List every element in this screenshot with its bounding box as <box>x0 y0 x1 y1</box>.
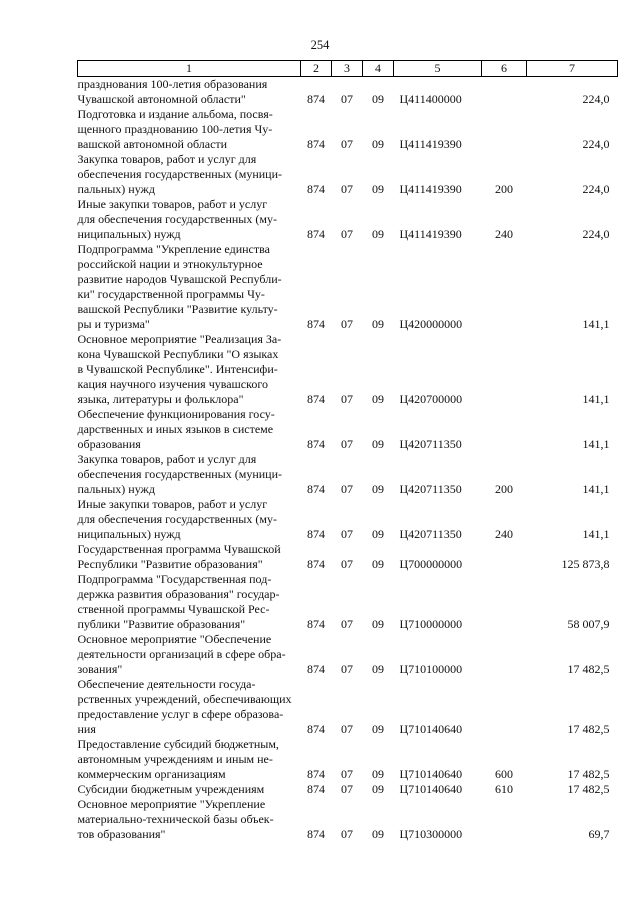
row-expense-type <box>482 677 527 737</box>
row-section: 07 <box>341 662 353 676</box>
row-subsection: 09 <box>372 617 384 631</box>
row-amount: 17 482,5 <box>567 767 610 781</box>
row-subsection: 09 <box>372 137 384 151</box>
table-row <box>78 332 618 407</box>
row-name-line: образования <box>77 437 141 451</box>
header-col-5: 5 <box>394 61 482 77</box>
row-name <box>78 107 301 152</box>
table-row <box>78 407 618 452</box>
row-amount: 224,0 <box>582 92 610 106</box>
table-row <box>78 107 618 152</box>
row-name-line: ры и туризма" <box>77 317 150 331</box>
row-name <box>78 737 301 782</box>
row-name-line: Основное мероприятие "Реализация За- <box>77 332 282 346</box>
header-col-2: 2 <box>301 61 332 77</box>
row-name <box>78 782 301 797</box>
row-section: 07 <box>341 437 353 451</box>
row-subsection: 09 <box>372 182 384 196</box>
row-name <box>78 797 301 842</box>
table-row <box>78 152 618 197</box>
row-name-line: автономным учреждениям и иным не- <box>77 752 273 766</box>
row-target-article: Ц411419390 <box>399 137 462 151</box>
row-subsection: 09 <box>372 317 384 331</box>
row-amount: 141,1 <box>582 482 610 496</box>
row-name <box>78 197 301 242</box>
row-name-line: ки" государственной программы Чу- <box>77 287 265 301</box>
row-target-article: Ц710100000 <box>399 662 463 676</box>
row-subsection: 09 <box>372 827 384 841</box>
row-section: 07 <box>341 782 353 796</box>
row-expense-type <box>482 797 527 842</box>
row-name-line: для обеспечения государственных (му- <box>77 512 277 526</box>
row-admin-code: 874 <box>307 662 325 676</box>
row-section: 07 <box>341 227 353 241</box>
table-row <box>78 737 618 782</box>
row-expense-type <box>482 572 527 632</box>
row-section: 07 <box>341 617 353 631</box>
row-name-line: Предоставление субсидий бюджетным, <box>77 737 279 751</box>
row-expense-type <box>482 77 527 108</box>
row-admin-code: 874 <box>307 137 325 151</box>
row-name-line: щенного празднованию 100-летия Чу- <box>77 122 273 136</box>
row-section: 07 <box>341 317 353 331</box>
row-target-article: Ц710140640 <box>399 767 463 781</box>
row-amount: 224,0 <box>582 182 610 196</box>
table-row <box>78 242 618 332</box>
row-name-line: обеспечения государственных (муници- <box>77 467 283 481</box>
row-name <box>78 77 301 108</box>
row-name-line: Республики "Развитие образования" <box>77 557 263 571</box>
row-section: 07 <box>341 392 353 406</box>
row-target-article: Ц411419390 <box>399 227 462 241</box>
row-subsection: 09 <box>372 767 384 781</box>
row-name <box>78 332 301 407</box>
row-target-article: Ц420711350 <box>399 482 462 496</box>
row-name-line: предоставление услуг в сфере образова- <box>77 707 284 721</box>
row-name-line: коммерческим организациям <box>77 767 226 781</box>
row-name-line: ственной программы Чувашской Рес- <box>77 602 270 616</box>
row-name-line: в Чувашской Республике". Интенсифи- <box>77 362 278 376</box>
table-row <box>78 497 618 542</box>
table-header <box>78 61 618 77</box>
row-target-article: Ц420700000 <box>399 392 463 406</box>
row-admin-code: 874 <box>307 722 325 736</box>
row-admin-code: 874 <box>307 92 325 106</box>
row-expense-type <box>482 407 527 452</box>
row-amount: 141,1 <box>582 437 610 451</box>
table-row <box>78 77 618 108</box>
table-body <box>78 77 618 843</box>
row-name-line: вашской автономной области <box>77 137 228 151</box>
row-name-line: Иные закупки товаров, работ и услуг <box>77 497 268 511</box>
row-amount: 141,1 <box>582 317 610 331</box>
row-subsection: 09 <box>372 437 384 451</box>
row-name <box>78 452 301 497</box>
table-row <box>78 572 618 632</box>
row-subsection: 09 <box>372 482 384 496</box>
row-name-line: Подготовка и издание альбома, посвя- <box>77 107 273 121</box>
row-amount: 125 873,8 <box>561 557 610 571</box>
row-target-article: Ц420000000 <box>399 317 463 331</box>
row-subsection: 09 <box>372 557 384 571</box>
row-name-line: Иные закупки товаров, работ и услуг <box>77 197 268 211</box>
row-target-article: Ц710140640 <box>399 722 463 736</box>
row-amount: 224,0 <box>582 137 610 151</box>
row-expense-type: 600 <box>495 767 513 781</box>
table-row <box>78 782 618 797</box>
header-col-7: 7 <box>527 61 618 77</box>
row-name-line: Основное мероприятие "Обеспечение <box>77 632 272 646</box>
row-name-line: Основное мероприятие "Укрепление <box>77 797 266 811</box>
row-expense-type: 240 <box>495 227 513 241</box>
row-name <box>78 542 301 572</box>
row-name-line: ния <box>77 722 96 736</box>
row-name <box>78 407 301 452</box>
row-name-line: пальных) нужд <box>77 182 155 196</box>
row-section: 07 <box>341 767 353 781</box>
row-name <box>78 497 301 542</box>
row-amount: 17 482,5 <box>567 722 610 736</box>
row-name <box>78 242 301 332</box>
row-amount: 17 482,5 <box>567 662 610 676</box>
row-amount: 141,1 <box>582 527 610 541</box>
row-expense-type: 200 <box>495 482 513 496</box>
row-name-line: пальных) нужд <box>77 482 155 496</box>
row-name <box>78 632 301 677</box>
row-target-article: Ц710300000 <box>399 827 463 841</box>
page-number: 254 <box>310 38 330 52</box>
row-name-line: дарственных и иных языков в системе <box>77 422 274 436</box>
row-admin-code: 874 <box>307 617 325 631</box>
row-section: 07 <box>341 92 353 106</box>
row-section: 07 <box>341 527 353 541</box>
row-name <box>78 572 301 632</box>
row-name <box>78 677 301 737</box>
row-admin-code: 874 <box>307 782 325 796</box>
row-name-line: деятельности организаций в сфере обра- <box>77 647 286 661</box>
row-target-article: Ц700000000 <box>399 557 463 571</box>
table-row <box>78 797 618 842</box>
row-name-line: рственных учреждений, обеспечивающих <box>77 692 292 706</box>
row-name-line: тов образования" <box>77 827 166 841</box>
row-section: 07 <box>341 722 353 736</box>
row-name-line: кация научного изучения чувашского <box>77 377 268 391</box>
row-section: 07 <box>341 137 353 151</box>
row-admin-code: 874 <box>307 482 325 496</box>
row-name-line: языка, литературы и фольклора" <box>77 392 244 406</box>
row-expense-type: 610 <box>495 782 513 796</box>
row-name-line: развитие народов Чувашской Республи- <box>77 272 282 286</box>
row-section: 07 <box>341 482 353 496</box>
row-admin-code: 874 <box>307 557 325 571</box>
row-expense-type: 200 <box>495 182 513 196</box>
row-section: 07 <box>341 557 353 571</box>
row-name-line: Подпрограмма "Государственная под- <box>77 572 272 586</box>
row-subsection: 09 <box>372 527 384 541</box>
row-subsection: 09 <box>372 92 384 106</box>
row-name-line: ниципальных) нужд <box>77 527 181 541</box>
row-admin-code: 874 <box>307 437 325 451</box>
row-target-article: Ц710000000 <box>399 617 463 631</box>
table-row <box>78 197 618 242</box>
row-section: 07 <box>341 827 353 841</box>
table-row <box>78 632 618 677</box>
table-row <box>78 452 618 497</box>
row-name-line: Государственная программа Чувашской <box>77 542 281 556</box>
row-target-article: Ц420711350 <box>399 437 462 451</box>
header-col-6: 6 <box>482 61 527 77</box>
row-name-line: держка развития образования" государ- <box>77 587 280 601</box>
row-amount: 141,1 <box>582 392 610 406</box>
header-col-4: 4 <box>363 61 394 77</box>
row-subsection: 09 <box>372 392 384 406</box>
row-name-line: Закупка товаров, работ и услуг для <box>77 152 257 166</box>
row-name-line: материально-технической базы объек- <box>77 812 274 826</box>
row-subsection: 09 <box>372 722 384 736</box>
row-section: 07 <box>341 182 353 196</box>
row-expense-type <box>482 332 527 407</box>
row-expense-type <box>482 542 527 572</box>
row-name-line: Обеспечение деятельности госуда- <box>77 677 256 691</box>
row-amount: 69,7 <box>588 827 610 841</box>
row-name-line: Обеспечение функционирования госу- <box>77 407 275 421</box>
row-name-line: зования" <box>77 662 123 676</box>
row-admin-code: 874 <box>307 527 325 541</box>
row-expense-type: 240 <box>495 527 513 541</box>
header-col-1: 1 <box>78 61 301 77</box>
row-subsection: 09 <box>372 227 384 241</box>
row-name-line: Подпрограмма "Укрепление единства <box>77 242 270 256</box>
row-subsection: 09 <box>372 782 384 796</box>
row-admin-code: 874 <box>307 827 325 841</box>
row-name-line: вашской Республики "Развитие культу- <box>77 302 278 316</box>
row-amount: 58 007,9 <box>567 617 610 631</box>
row-name <box>78 152 301 197</box>
row-target-article: Ц411419390 <box>399 182 462 196</box>
row-target-article: Ц411400000 <box>399 92 462 106</box>
row-expense-type <box>482 107 527 152</box>
row-target-article: Ц420711350 <box>399 527 462 541</box>
row-expense-type <box>482 242 527 332</box>
table-row <box>78 677 618 737</box>
row-admin-code: 874 <box>307 317 325 331</box>
row-name-line: ниципальных) нужд <box>77 227 181 241</box>
budget-table <box>77 60 618 842</box>
row-admin-code: 874 <box>307 182 325 196</box>
row-name-line: российской нации и этнокультурное <box>77 257 263 271</box>
row-admin-code: 874 <box>307 227 325 241</box>
row-name-line: кона Чувашской Республики "О языках <box>77 347 279 361</box>
row-admin-code: 874 <box>307 767 325 781</box>
row-amount: 224,0 <box>582 227 610 241</box>
row-name-line: для обеспечения государственных (му- <box>77 212 277 226</box>
row-amount: 17 482,5 <box>567 782 610 796</box>
row-name-line: празднования 100-летия образования <box>77 77 268 91</box>
row-name-line: Субсидии бюджетным учреждениям <box>77 782 265 796</box>
row-name-line: Чувашской автономной области" <box>77 92 246 106</box>
row-expense-type <box>482 632 527 677</box>
row-name-line: обеспечения государственных (муници- <box>77 167 283 181</box>
row-subsection: 09 <box>372 662 384 676</box>
row-admin-code: 874 <box>307 392 325 406</box>
header-col-3: 3 <box>332 61 363 77</box>
row-target-article: Ц710140640 <box>399 782 463 796</box>
table-row <box>78 542 618 572</box>
row-name-line: Закупка товаров, работ и услуг для <box>77 452 257 466</box>
row-name-line: публики "Развитие образования" <box>77 617 246 631</box>
